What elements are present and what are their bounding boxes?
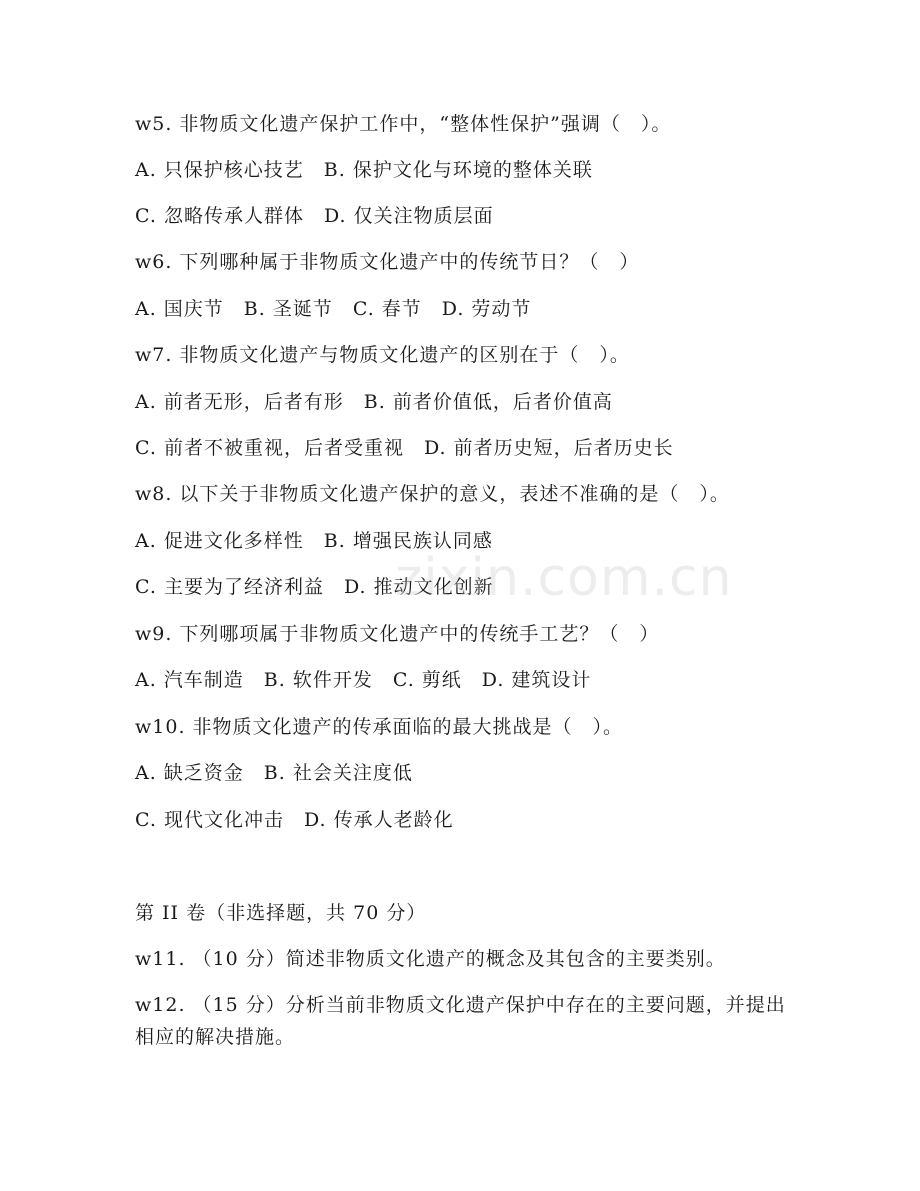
- question-w6-stem: w6. 下列哪种属于非物质文化遗产中的传统节日？（ ）: [135, 251, 640, 273]
- question-w6-options: A. 国庆节 B. 圣诞节 C. 春节 D. 劳动节: [135, 298, 532, 320]
- question-w10-stem: w10. 非物质文化遗产的传承面临的最大挑战是（ ）。: [135, 716, 624, 738]
- watermark: zixin.com.cn: [395, 548, 733, 608]
- question-w10-options-ab: A. 缺乏资金 B. 社会关注度低: [135, 762, 413, 784]
- question-w7-options-cd: C. 前者不被重视，后者受重视 D. 前者历史短，后者历史长: [135, 437, 674, 459]
- question-w8-options-ab: A. 促进文化多样性 B. 增强民族认同感: [135, 530, 493, 552]
- question-w12: w12. （15 分）分析当前非物质文化遗产保护中存在的主要问题，并提出相应的解决措施。: [135, 994, 786, 1048]
- question-w9-stem: w9. 下列哪项属于非物质文化遗产中的传统手工艺？（ ）: [135, 623, 660, 645]
- question-w5-options-cd: C. 忽略传承人群体 D. 仅关注物质层面: [135, 205, 494, 227]
- question-w11: w11. （10 分）简述非物质文化遗产的概念及其包含的主要类别。: [135, 948, 726, 970]
- question-w9-options: A. 汽车制造 B. 软件开发 C. 剪纸 D. 建筑设计: [135, 669, 592, 691]
- question-w7-stem: w7. 非物质文化遗产与物质文化遗产的区别在于（ ）。: [135, 344, 630, 366]
- question-w8-options-cd: C. 主要为了经济利益 D. 推动文化创新: [135, 576, 494, 598]
- question-w10-options-cd: C. 现代文化冲击 D. 传承人老龄化: [135, 809, 454, 831]
- question-w5-options-ab: A. 只保护核心技艺 B. 保护文化与环境的整体关联: [135, 159, 593, 181]
- question-w8-stem: w8. 以下关于非物质文化遗产保护的意义，表述不准确的是（ ）。: [135, 483, 730, 505]
- section2-heading: 第 II 卷（非选择题，共 70 分）: [135, 902, 427, 924]
- question-w5-stem: w5. 非物质文化遗产保护工作中，“整体性保护”强调（ ）。: [135, 113, 672, 135]
- question-w7-options-ab: A. 前者无形，后者有形 B. 前者价值低，后者价值高: [135, 391, 613, 413]
